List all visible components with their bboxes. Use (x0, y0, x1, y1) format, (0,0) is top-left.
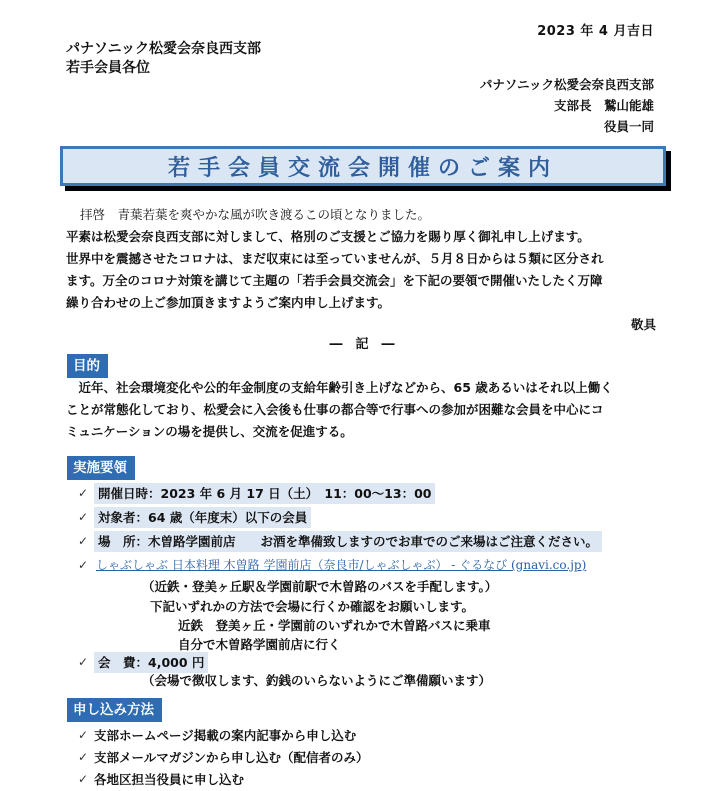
letter-line: ます。万全のコロナ対策を講じて主題の「若手会員交流会」を下記の要領で開催いたしたく万障 (66, 273, 603, 288)
greeting: 拝啓 青葉若葉を爽やかな風が吹き渡るこの頃となりました。 (80, 207, 431, 222)
venue-text: 場 所：木曽路学園前店 お酒を準備致しますのでお車でのご来場はご注意ください。 (94, 531, 602, 552)
target-text: 対象者：64 歳（年度末）以下の会員 (94, 507, 311, 528)
closing: 敬具 (630, 317, 656, 332)
purpose-line: ミュニケーションの場を提供し、交流を促進する。 (66, 424, 353, 439)
addressee-org: パナソニック松愛会奈良西支部 (66, 41, 262, 57)
check-icon: ✓ (78, 558, 89, 572)
check-icon: ✓ (78, 750, 89, 764)
purpose-line: 近年、社会環境変化や公的年金制度の支給年齢引き上げなどから、65 歳あるいはそれ以上働く (66, 380, 613, 395)
check-icon: ✓ (78, 534, 89, 548)
title-banner (60, 146, 666, 186)
sender-officers: 役員一同 (603, 119, 654, 134)
fee-note: （会場で徴収します、釣銭のいらないようにご準備願います） (142, 673, 492, 688)
letter-line: 繰り合わせの上ご参加頂きますようご案内申し上げます。 (66, 295, 391, 310)
check-icon: ✓ (78, 510, 89, 524)
apply-item-text: 支部ホームページ掲載の案内記事から申し込む (94, 728, 357, 743)
sender-chief: 支部長 鷲山能雄 (553, 98, 654, 113)
detail-venue (78, 531, 602, 552)
document-date: 2023 年 4 月吉日 (537, 24, 654, 39)
ki-separator: ― 記 ― (329, 337, 395, 352)
section-heading-apply: 申し込み方法 (67, 698, 162, 722)
sender-org: パナソニック松愛会奈良西支部 (479, 77, 654, 92)
section-heading-details: 実施要領 (67, 456, 135, 480)
apply-item (78, 769, 244, 790)
option-self: 自分で木曽路学園前店に行く (178, 637, 341, 652)
fee-text: 会 費：4,000 円 (94, 652, 208, 673)
detail-fee (78, 652, 208, 673)
letter-line: 世界中を震撼させたコロナは、まだ収束には至っていませんが、５月８日からは５類に区分され (66, 251, 604, 266)
check-icon: ✓ (78, 728, 89, 742)
datetime-text: 開催日時：2023 年 6 月 17 日（土） 11：00～13：00 (94, 483, 435, 504)
sender-block (480, 74, 654, 137)
addressee-group: 若手会員各位 (66, 60, 150, 76)
venue-link[interactable]: しゃぶしゃぶ 日本料理 木曽路 学園前店（奈良市/しゃぶしゃぶ） - ぐるなび (gnavi.co.jp) (96, 558, 587, 572)
section-heading-purpose: 目的 (67, 354, 108, 378)
detail-datetime (78, 483, 435, 504)
apply-item-text: 各地区担当役員に申し込む (94, 772, 245, 787)
apply-item (78, 747, 368, 768)
check-icon: ✓ (78, 655, 89, 669)
check-icon: ✓ (78, 772, 89, 786)
option-bus: 近鉄 登美ヶ丘・学園前のいずれかで木曽路バスに乗車 (178, 618, 491, 633)
purpose-text (66, 377, 666, 443)
check-icon: ✓ (78, 486, 89, 500)
letter-line: 平素は松愛会奈良西支部に対しまして、格別のご支援とご協力を賜り厚く御礼申し上げます。 (66, 229, 590, 244)
apply-item-text: 支部メールマガジンから申し込む（配信者のみ） (94, 750, 369, 765)
confirm-note: 下記いずれかの方法で会場に行くか確認をお願いします。 (150, 599, 475, 614)
detail-target (78, 507, 311, 528)
addressee-block (66, 40, 261, 78)
purpose-line: ことが常態化しており、松愛会に入会後も仕事の都合等で行事への参加が困難な会員を中心にコ (66, 402, 604, 417)
bus-note: （近鉄・登美ヶ丘駅＆学園前駅で木曽路のバスを手配します。） (142, 579, 498, 594)
letter-body (66, 204, 666, 336)
detail-venue-link (78, 555, 588, 576)
apply-item (78, 725, 356, 746)
document-title: 若手会員交流会開催のご案内 (167, 155, 558, 181)
